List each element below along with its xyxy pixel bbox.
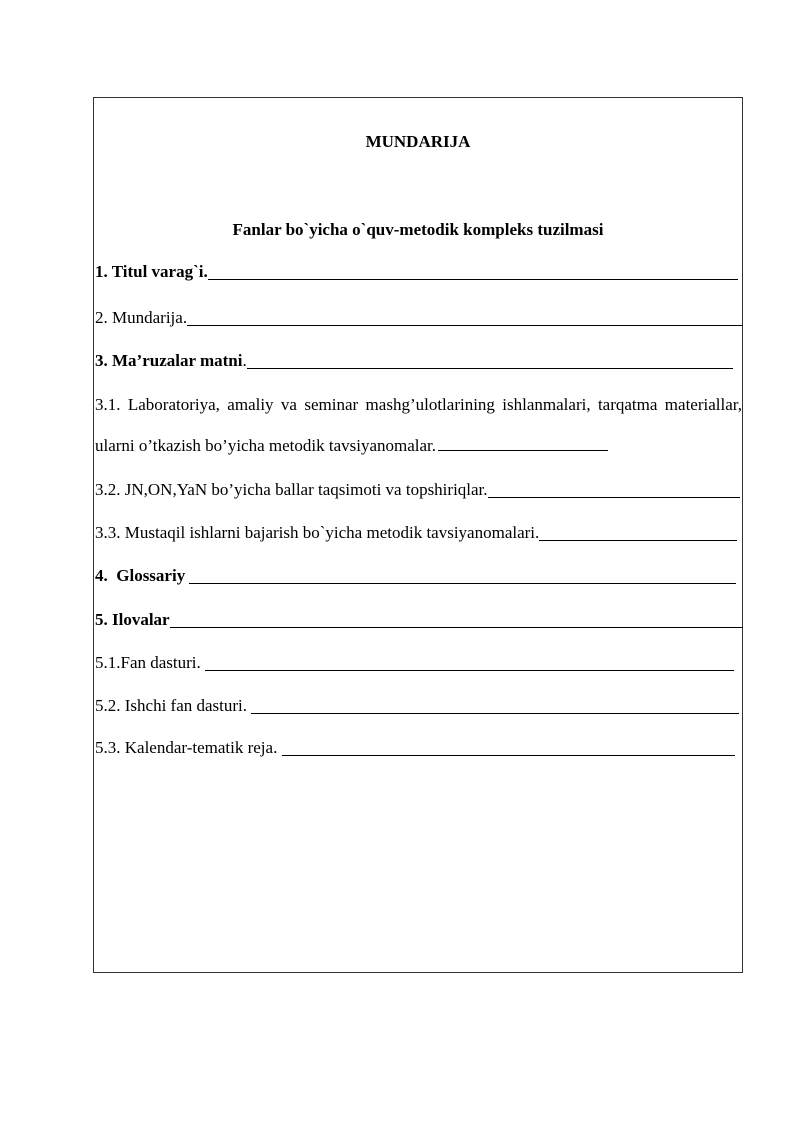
toc-fill-line — [438, 450, 608, 451]
toc-entry-kalendar — [95, 736, 735, 760]
toc-fill-line — [282, 755, 735, 756]
toc-entry-ilovalar — [95, 608, 743, 632]
toc-entry-fan-dasturi — [95, 651, 734, 675]
toc-fill-line — [539, 540, 737, 541]
toc-entry-label: 3.2. JN,ON,YaN bo’yicha ballar taqsimoti va topshiriqlar. — [95, 480, 488, 499]
toc-fill-line — [251, 713, 739, 714]
toc-entry-ishchi-fan-dasturi — [95, 694, 739, 718]
toc-entry-label: 5.1.Fan dasturi. — [95, 653, 206, 672]
toc-entry-laboratoriya — [95, 384, 742, 466]
toc-entry-label: 5.2. Ishchi fan dasturi. — [95, 696, 252, 715]
toc-entry-mundarija — [95, 306, 743, 330]
toc-fill-line — [189, 583, 736, 584]
toc-entry-mustaqil — [95, 521, 737, 545]
toc-entry-ballar — [95, 478, 740, 502]
toc-entry-label: 5.3. Kalendar-tematik reja. — [95, 738, 282, 757]
toc-entry-label: 4. Glossariy — [95, 566, 190, 585]
page-subtitle: Fanlar bo`yicha o`quv-metodik kompleks tuzilmasi — [232, 220, 604, 239]
toc-entry-label: 3.1. Laboratoriya, amaliy va seminar mashg’ulotlarining ishlanmalari, tarqatma materiallar, ularni o’tkazish bo’yicha metodik tavsiyanomalar. — [95, 395, 742, 455]
toc-entry-maruzalar — [95, 349, 733, 373]
toc-entry-label: 5. Ilovalar — [95, 610, 170, 629]
toc-entry-label: 3. Ma’ruzalar matni — [95, 351, 243, 370]
toc-fill-line — [170, 627, 743, 628]
document-frame — [93, 97, 743, 973]
toc-fill-line — [187, 325, 743, 326]
toc-fill-line — [205, 670, 734, 671]
page-title: MUNDARIJA — [365, 132, 471, 151]
toc-fill-line — [488, 497, 740, 498]
toc-entry-titul — [95, 260, 738, 284]
toc-entry-suffix: . — [242, 351, 247, 370]
toc-fill-line — [247, 368, 733, 369]
toc-entry-label: 3.3. Mustaqil ishlarni bajarish bo`yicha metodik tavsiyanomalari. — [95, 523, 540, 542]
toc-entry-label: 1. Titul varag`i. — [95, 262, 208, 281]
toc-entry-label: 2. Mundarija. — [95, 308, 188, 327]
toc-entry-glossariy — [95, 564, 736, 588]
toc-fill-line — [208, 279, 738, 280]
